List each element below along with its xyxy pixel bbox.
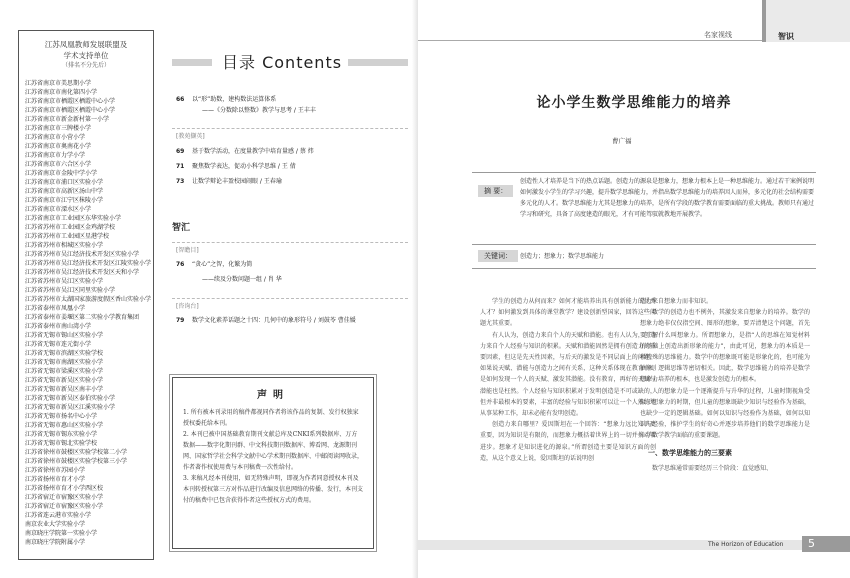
toc-item[interactable] bbox=[172, 259, 408, 270]
zhihui-heading: 智汇 bbox=[172, 223, 191, 233]
supporting-unit-item: 江苏省无锡市扬名中心小学 bbox=[25, 413, 98, 420]
running-header: 名家视线 bbox=[704, 31, 732, 39]
supporting-unit-item: 江苏省连云港市实验小学 bbox=[25, 512, 92, 519]
toc-page: 79 bbox=[176, 317, 185, 324]
toc-item[interactable] bbox=[172, 176, 408, 187]
supporting-unit-item: 江苏省南京市力学小学 bbox=[25, 152, 86, 159]
supporting-unit-item: 江苏省南京市奥南花小学 bbox=[25, 143, 92, 150]
tab-bar bbox=[762, 0, 766, 42]
page-number: 5 bbox=[808, 537, 815, 550]
supporting-unit-item: 江苏省泰州市凤凰小学 bbox=[25, 305, 86, 312]
supporting-unit-item: 江苏省无锡市新吴区江溪实验小学 bbox=[25, 404, 116, 411]
body-column-left bbox=[480, 296, 656, 464]
supporting-unit-item: 江苏省无锡市梁溪区实验小学 bbox=[25, 368, 104, 375]
supporting-unit-item: 江苏省南京市小营小学 bbox=[25, 134, 86, 141]
divider bbox=[472, 268, 816, 269]
statement-paragraph: 1. 所有被本刊录用的稿件都视同作者将该作品的复制、发行权独家授权委托给本刊。 bbox=[183, 409, 359, 427]
footer-journal-name: The Horizon of Education bbox=[708, 541, 784, 548]
supporting-unit-item: 江苏省泰州市姜堰区第二实验小学教育集团 bbox=[25, 314, 140, 321]
supporting-unit-item: 江苏省南京市三牌楼小学 bbox=[25, 125, 92, 132]
toc-text: 基于数学活动，在度量教学中培育量感 / 蔡 炜 bbox=[192, 148, 314, 155]
supporting-unit-item: 江苏省南京市江宁区秣陵小学 bbox=[25, 197, 104, 204]
supporting-unit-item: 江苏省苏州市吴江区实验小学 bbox=[25, 278, 104, 285]
toc-text: 以“形”助数，建构数法运算体系 bbox=[192, 96, 277, 103]
footer-band bbox=[418, 540, 850, 550]
supporting-unit-item: 南京晓庄学院附属小学 bbox=[25, 539, 86, 546]
keywords-text: 创造力；想象力；数学思维能力 bbox=[520, 253, 605, 260]
toc-text: “贪心”之智，化繁为简 bbox=[192, 261, 253, 268]
toc-item[interactable] bbox=[172, 94, 408, 105]
body-paragraph: 数学思维通常需要经历三个阶段：直觉感知、 bbox=[652, 464, 773, 472]
supporting-unit-item: 江苏省徐州市苏园小学 bbox=[25, 467, 86, 474]
supporting-unit-item: 南京晓庄学院第一实验小学 bbox=[25, 530, 98, 537]
supporting-unit-item: 江苏省南京市六合区小学 bbox=[25, 161, 92, 168]
divider bbox=[172, 242, 408, 243]
toc-top-group bbox=[172, 94, 408, 116]
supporting-unit-item: 江苏省无锡市滨湖区实验学校 bbox=[25, 350, 104, 357]
toc-page: 73 bbox=[176, 178, 185, 185]
toc-page: 66 bbox=[176, 96, 185, 103]
toc-page: 69 bbox=[176, 148, 185, 155]
divider bbox=[172, 128, 408, 129]
section-heading: 一、数学思维能力的三要素 bbox=[648, 448, 732, 457]
section-tab bbox=[762, 0, 850, 42]
supporting-unit-item: 江苏省南京市工业园区东华实验小学 bbox=[25, 215, 122, 222]
supporting-unit-item: 江苏省宿迁市宿豫区实验小学 bbox=[25, 494, 104, 501]
toc-section-2 bbox=[172, 240, 408, 285]
toc-item[interactable] bbox=[172, 315, 408, 326]
supporting-unit-item: 江苏省南京市浦口区实验小学 bbox=[25, 179, 104, 186]
supporting-unit-item: 江苏省苏州市相城区实验小学 bbox=[25, 242, 104, 249]
toc-item[interactable] bbox=[172, 161, 408, 172]
supporting-units-list bbox=[25, 79, 153, 547]
body-paragraph: 创造力来自哪里？爱因斯坦在一个回答：“想象力远比知识更重要，因为知识是有限的，而想象力概括着世界上的一切并推动着进步。想象才是知识进化的源泉。”所谓创造主要是知识方面的创造，从这个意义上说，爱因斯坦的话说明创 bbox=[480, 421, 656, 462]
body-paragraph: 有人认为，创造力来自个人的天赋和潜能。也有人认为，创造力来自个人经验与知识的积累。天赋和潜能固然是拥有创造力的重要因素，但这是先天性因素，与后天的激发是不同层面上的问题。如果说天赋、潜能与创造力之间有关系，这种关系体现在教育中则是如何发现一个人的天赋、激发其潜能。没有教育，再好的天赋与潜能也是枉然。个人经验与知识积累对于发明创造是不可或缺的，但并非最根本的要素，丰富的经验与知识积累可以让一个人熟练地从事某种工作，却未必能有发明创造。 bbox=[480, 331, 656, 418]
supporting-units-box bbox=[18, 30, 154, 560]
article-title: 论小学生数学思维能力的培养 bbox=[536, 95, 732, 111]
toc-page: 71 bbox=[176, 163, 185, 170]
supporting-unit-item: 江苏省无锡市新吴区实验小学 bbox=[25, 377, 104, 384]
toc-section-1 bbox=[172, 126, 408, 187]
page-number-box bbox=[802, 536, 850, 552]
divider bbox=[472, 172, 816, 173]
body-paragraph: 学生的创造力从何而来？如何才能培养出具有创新能力的优秀人才？如何激发到具体的课堂教学？建设创新型国家，回答这些问题尤其重要。 bbox=[480, 298, 656, 328]
toc-text: 数学文化素养话题之十四：几何中的象形符号 / 刘鼓苓 曹佳媛 bbox=[192, 317, 356, 324]
abstract-text: 创造性人才培养是当下的热点话题。创造力的源泉是想象力，想象力根本上是一种思维能力。通过若干案例说明如何激发小学生的学习兴趣，提升数学思维能力，并指出数学思维能力的培养因人而异，多元化的社会结构需要多元化的人才。数学思维能力尤其是想象力的培养，是所有学段的数学教育需要面临的重大挑战。教师只有通过学习和研究，具备了高度建造的眼光，才有可能驾驭就教地开展教学。 bbox=[520, 178, 815, 218]
supporting-unit-item: 江苏省无锡市惠山区实验小学 bbox=[25, 422, 104, 429]
supporting-unit-item: 江苏省南京市高新区汤山中学 bbox=[25, 188, 104, 195]
supporting-unit-item: 江苏省南京市溧水区小学 bbox=[25, 206, 92, 213]
supporting-unit-item: 江苏省无锡市新吴区泰伯实验小学 bbox=[25, 395, 116, 402]
sidebar-title-line1: 江苏凤凰教师发展联盟及 bbox=[44, 40, 128, 49]
left-page bbox=[0, 0, 418, 578]
toc-text: ——《分数除以整数》教学与思考 / 王丰丰 bbox=[202, 107, 316, 114]
supporting-unit-item: 江苏省南京市新金新村第一小学 bbox=[25, 116, 110, 123]
abstract-block bbox=[472, 176, 816, 236]
section-tab-label: 智识 bbox=[778, 32, 794, 41]
supporting-unit-item: 江苏省无锡市锡山区实验小学 bbox=[25, 332, 104, 339]
keywords-label: 关键词： bbox=[478, 250, 518, 262]
toc-text: 让数学辩论丰盈校园闹眼 / 王春瑜 bbox=[192, 178, 282, 185]
statement-body bbox=[183, 407, 363, 506]
statement-paragraph: 3. 来稿凡经本刊使用，如无特殊声明，即视为作者同意授权本刊及本刊转授权第三方对作品进行改编及信息网络的传播、发行，本刊支付的稿费中已包含获得作者这些授权方式的费用。 bbox=[183, 475, 364, 504]
supporting-unit-item: 江苏省宿迁市宿豫区实验小学 bbox=[25, 503, 104, 510]
supporting-unit-item: 江苏省无锡市新吴区南丰小学 bbox=[25, 386, 104, 393]
supporting-unit-item: 江苏省无锡市锡东实验小学 bbox=[25, 431, 98, 438]
divider bbox=[472, 244, 816, 245]
right-page bbox=[418, 0, 850, 578]
contents-header bbox=[172, 52, 406, 70]
toc-text: ——续及分数问题一组 / 肖 华 bbox=[202, 276, 282, 283]
body-paragraph: 人的想象力是一个逐渐提升与升华的过程，儿童时期视角受限于想象力的时期，但儿童的想象既缺少知识与经验作为基础，也缺少一定的逻辑基础。如何以知识与经验作为基础，如何以知识与经验，推护学生的好奇心并逐步培养他们的数学思维能力是小学数学教学面临的重要课题。 bbox=[640, 387, 810, 440]
supporting-unit-item: 江苏省苏州市工业园区金鸡湖学校 bbox=[25, 224, 116, 231]
supporting-unit-item: 江苏省徐州市鼓楼区实验学校第三小学 bbox=[25, 458, 128, 465]
contents-title: 目录 Contents bbox=[216, 50, 348, 73]
contents-bar-left bbox=[172, 59, 212, 66]
supporting-unit-item: 江苏省无锡市南湖区实验小学 bbox=[25, 359, 104, 366]
sidebar-subtitle: （排名不分先后） bbox=[61, 62, 110, 69]
supporting-unit-item: 江苏省苏州市吴江经济技术开发区实验小学 bbox=[25, 251, 140, 258]
abstract-label: 摘 要： bbox=[478, 185, 513, 197]
body-paragraph: 数学的创造力也不例外，其激发来自想象力的培养。数学的想象力绝非仅仅指空间、图形的想象，要弄清楚这个问题，首先要了解什么叫想象力。所谓想象力，是指“人的思维在知觉材料的基础上创造出新形象的能力”，由此可见，想象力的本质是一种特殊的思维能力。数学中的想象既可能是形象化的，也可能为抽象、逻辑思维等密切相关。因此，数学思维能力的培养是数学想象力培养的根本，也是激发创造力的根本。 bbox=[640, 309, 810, 384]
supporting-unit-item: 江苏省扬州市育才小学西区校 bbox=[25, 485, 104, 492]
body-paragraph: 造力来自想象力而非知识。 bbox=[640, 298, 713, 305]
supporting-unit-item: 江苏省无锡市连元街小学 bbox=[25, 341, 92, 348]
toc-section-3 bbox=[172, 296, 408, 326]
keywords-block bbox=[472, 250, 816, 264]
divider bbox=[172, 298, 408, 299]
supporting-unit-item: 江苏省苏州市吴江经济技术开发区天和小学 bbox=[25, 269, 140, 276]
supporting-unit-item: 南京农业大学实验小学 bbox=[25, 521, 86, 528]
sidebar-title-line2: 学术支持单位 bbox=[63, 51, 109, 60]
supporting-unit-item: 江苏省南京市栖霞区栖霞中心小学 bbox=[25, 107, 116, 114]
supporting-unit-item: 江苏省徐州市鼓楼区实验学校第二小学 bbox=[25, 449, 128, 456]
supporting-unit-item: 江苏省南京市栖霞区栖霞中心小学 bbox=[25, 98, 116, 105]
supporting-unit-item: 江苏省苏州市太湖国家旅游度假区香山实验小学 bbox=[25, 296, 152, 303]
toc-item[interactable] bbox=[172, 274, 408, 285]
supporting-unit-item: 江苏省苏州市吴江经济技术开发区江陵实验小学 bbox=[25, 260, 152, 267]
supporting-unit-item: 江苏省南京市美思期小学 bbox=[25, 80, 92, 87]
supporting-unit-item: 江苏省苏州市吴江区同里实验小学 bbox=[25, 287, 116, 294]
toc-text: 聚焦数学表达，促动小科学思维 / 王 倩 bbox=[192, 163, 296, 170]
section-label: [智瞻目] bbox=[176, 247, 199, 254]
toc-page: 76 bbox=[176, 261, 185, 268]
body-column-right bbox=[640, 296, 810, 474]
supporting-unit-item: 江苏省扬州市育才小学 bbox=[25, 476, 86, 483]
toc-item[interactable] bbox=[172, 146, 408, 157]
statement-title: 声明 bbox=[257, 390, 289, 401]
supporting-unit-item: 江苏省无锡市锡北实验学校 bbox=[25, 440, 98, 447]
supporting-unit-item: 江苏省泰州市南山湾小学 bbox=[25, 323, 92, 330]
statement-box bbox=[172, 377, 374, 549]
supporting-unit-item: 江苏省南京市南化第四小学 bbox=[25, 89, 98, 96]
article-author: 曹广福 bbox=[612, 137, 632, 145]
toc-item[interactable] bbox=[172, 105, 408, 116]
supporting-unit-item: 江苏省南京市金陵中学小学 bbox=[25, 170, 98, 177]
section-label: [教苑撷英] bbox=[176, 133, 205, 140]
supporting-unit-item: 江苏省苏州市工业园区星港学校 bbox=[25, 233, 110, 240]
statement-paragraph: 2. 本刊已被中国基础教育期刊文献总库及CNKI系列数据库、万方数据——数字化期刊群、中文科技期刊数据库、博看网、龙源期刊网、国家哲学社会科学文献中心学术期刊数据库、中邮阅读网收录，作者著作权使用费与本刊稿费一次性给付。 bbox=[183, 431, 364, 471]
section-label: [咨询台] bbox=[176, 303, 199, 310]
